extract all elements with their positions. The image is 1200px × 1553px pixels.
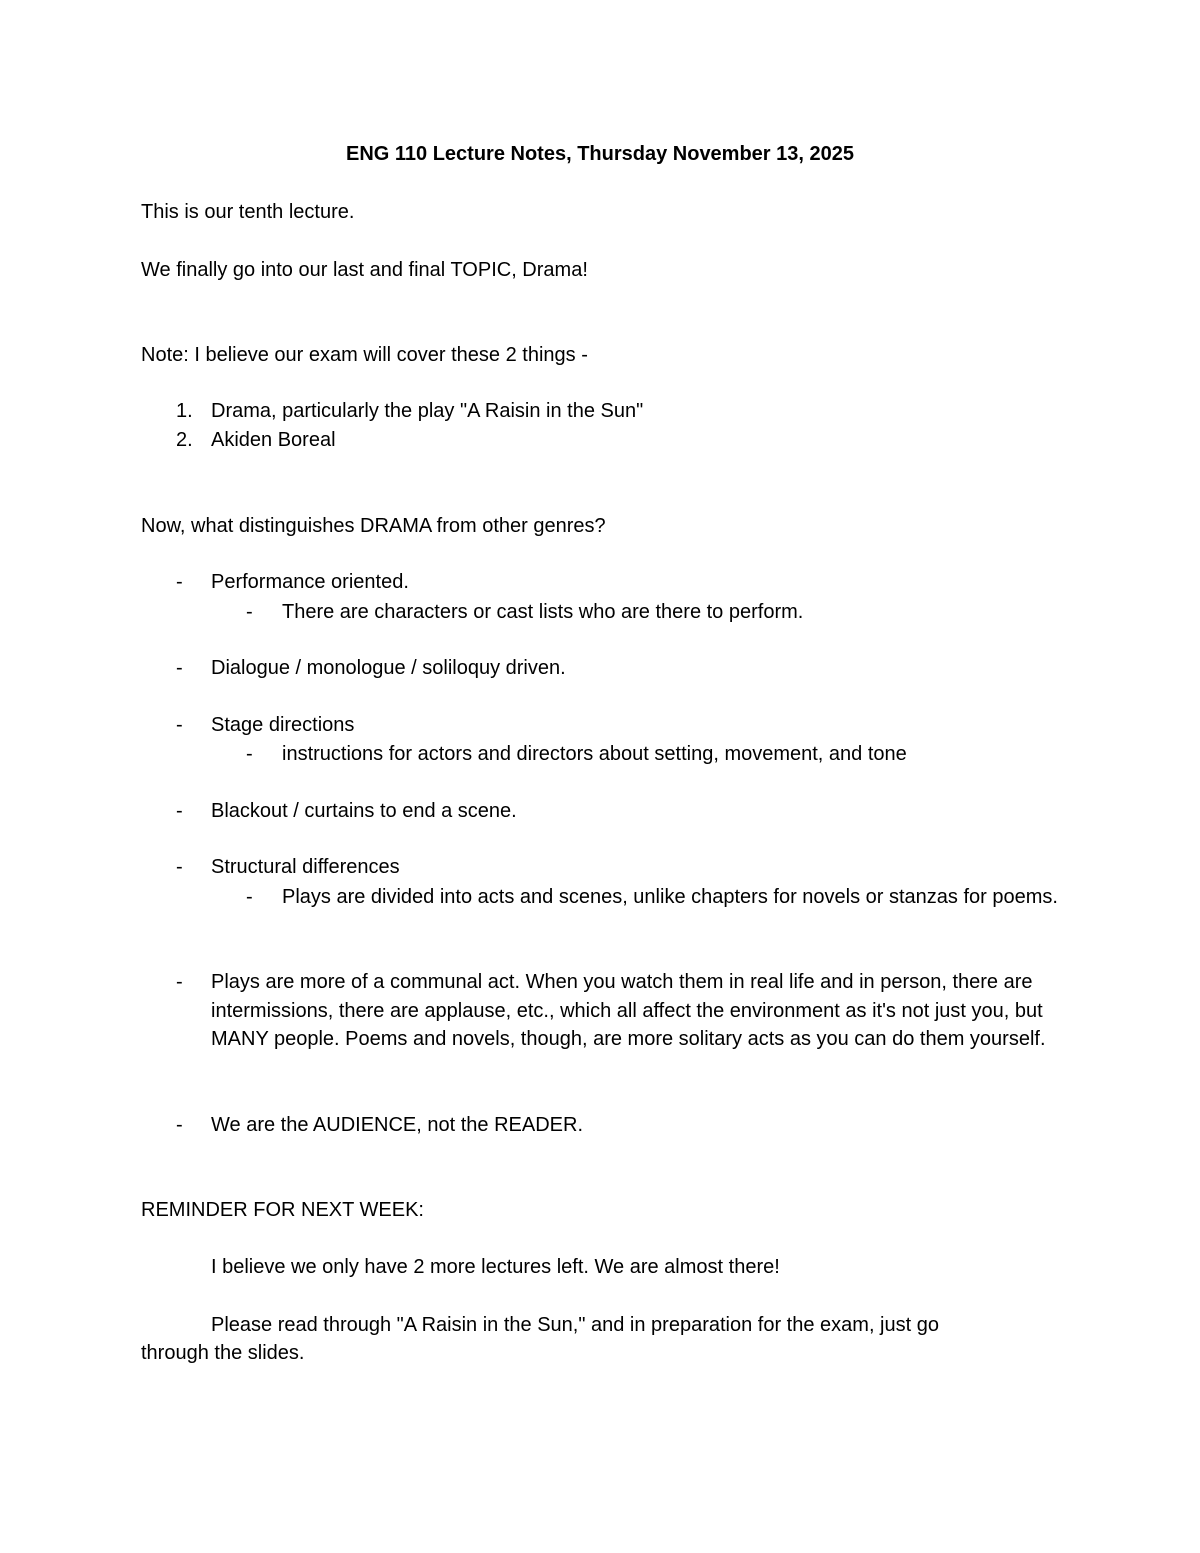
reminder-heading: REMINDER FOR NEXT WEEK: <box>141 1199 424 1221</box>
bullet-dash: - <box>176 571 183 593</box>
bullet-item: Structural differences <box>211 856 400 878</box>
bullet-dash: - <box>176 971 183 993</box>
sub-bullet-dash: - <box>246 886 253 908</box>
bullet-dash: - <box>176 714 183 736</box>
bullet-item: Blackout / curtains to end a scene. <box>211 800 517 822</box>
reminder-line-2-continuation: through the slides. <box>141 1342 305 1364</box>
sub-bullet-item: There are characters or cast lists who are there to perform. <box>282 601 804 623</box>
intro-line-1: This is our tenth lecture. <box>141 201 355 223</box>
bullet-item: Stage directions <box>211 714 355 736</box>
bullet-dash: - <box>176 657 183 679</box>
numbered-marker-1: 1. <box>176 400 193 422</box>
numbered-item-2: Akiden Boreal <box>211 429 336 451</box>
reminder-line-2: Please read through "A Raisin in the Sun," and in preparation for the exam, just go <box>211 1314 939 1336</box>
bullet-dash: - <box>176 1114 183 1136</box>
numbered-item-1: Drama, particularly the play "A Raisin in the Sun" <box>211 400 644 422</box>
document-title: ENG 110 Lecture Notes, Thursday November 13, 2025 <box>346 143 854 165</box>
bullet-item: Plays are more of a communal act. When you watch them in real life and in person, there are intermissions, there are applause, etc., which all affect the environment as it's not just you, but MANY people. Poems and novels, though, are more solitary acts as you can do them yourself. <box>211 971 1046 1051</box>
bullet-item: We are the AUDIENCE, not the READER. <box>211 1114 584 1136</box>
drama-question: Now, what distinguishes DRAMA from other genres? <box>141 515 606 537</box>
exam-note: Note: I believe our exam will cover these 2 things - <box>141 344 588 366</box>
bullet-dash: - <box>176 856 183 878</box>
bullet-dash: - <box>176 800 183 822</box>
reminder-line-1: I believe we only have 2 more lectures left. We are almost there! <box>211 1256 780 1278</box>
sub-bullet-item: Plays are divided into acts and scenes, unlike chapters for novels or stanzas for poems. <box>282 886 1058 908</box>
bullet-item: Dialogue / monologue / soliloquy driven. <box>211 657 566 679</box>
sub-bullet-item: instructions for actors and directors about setting, movement, and tone <box>282 743 907 765</box>
intro-line-2: We finally go into our last and final TOPIC, Drama! <box>141 259 588 281</box>
sub-bullet-dash: - <box>246 601 253 623</box>
numbered-marker-2: 2. <box>176 429 193 451</box>
sub-bullet-dash: - <box>246 743 253 765</box>
bullet-item: Performance oriented. <box>211 571 409 593</box>
